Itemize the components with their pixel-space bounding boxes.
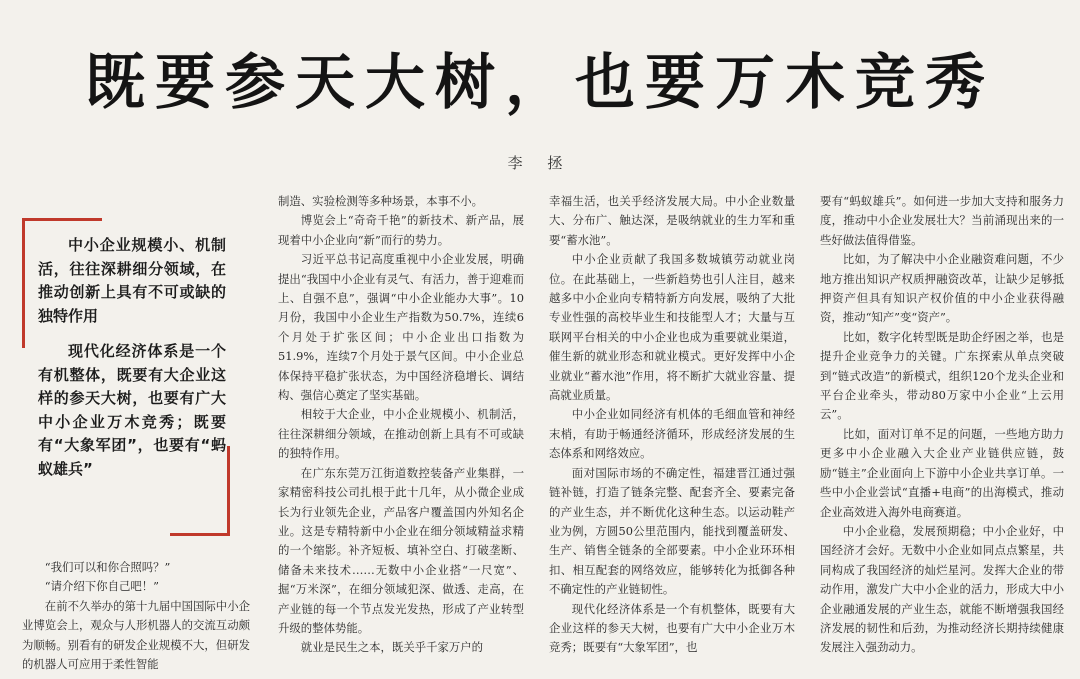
paragraph: 就业是民生之本，既关乎千家万户的	[300, 640, 484, 655]
pull-quote-border-left	[22, 218, 25, 348]
column-4	[820, 192, 1064, 658]
pull-quote-border-right	[227, 446, 230, 536]
paragraph: 相较于大企业，中小企业规模小、机制活，往往深耕细分领域，在推动创新上具有不可或缺的独特作用。	[278, 407, 524, 461]
column-1-body	[22, 558, 250, 674]
pull-quote-text	[38, 234, 226, 481]
pull-quote-border-top	[22, 218, 102, 221]
paragraph: 博览会上“奇奇千艳”的新技术、新产品，展现着中小企业向“新”而行的势力。	[278, 213, 524, 247]
column-3	[549, 192, 795, 658]
paragraph: “请介绍下你自己吧！”	[44, 579, 159, 594]
paragraph: 比如，为了解决中小企业融资难问题，不少地方推出知识产权质押融资改革，让缺少足够抵押资产但具有知识产权价值的中小企业获得融资，推动“知产”变“资产”。	[820, 252, 1064, 325]
paragraph: 制造、实验检测等多种场景，本事不小。	[278, 194, 484, 208]
paragraph: 中小企业如同经济有机体的毛细血管和神经末梢，有助于畅通经济循环，形成经济发展的生态体系和网络效应。	[549, 407, 795, 461]
paragraph: 现代化经济体系是一个有机整体，既要有大企业这样的参天大树，也要有广大中小企业万木竞秀；既要有“大象军团”，也	[549, 601, 795, 655]
pull-quote-1: 中小企业规模小、机制活，往往深耕细分领域，在推动创新上具有不可或缺的独特作用	[38, 236, 226, 325]
pull-quote-border-bottom	[170, 533, 230, 536]
paragraph: 习近平总书记高度重视中小企业发展，明确提出“我国中小企业有灵气、有活力，善于迎难而上、自强不息”，强调“中小企业能办大事”。10月份，我国中小企业生产指数为50.7%，连续6个月处于扩张区间；中小企业出口指数为51.9%，连续7个月处于景气区间。中小企业总体保持平稳扩张状态，为中国经济稳增长、调结构、强信心奠定了坚实基础。	[278, 252, 524, 403]
paragraph: 面对国际市场的不确定性，福建晋江通过强链补链，打造了链条完整、配套齐全、要素完备的产业生态，并不断优化这种生态。以运动鞋产业为例，方圆50公里范围内，能找到覆盖研发、生产、销售全链条的全部要素。中小企业环环相扣、相互配套的网络效应，能够转化为抵御各种不确定性的产业链韧性。	[549, 465, 795, 597]
paragraph: 在广东东莞万江街道数控装备产业集群，一家精密科技公司扎根于此十几年，从小微企业成长为行业领先企业，产品客户覆盖国内外知名企业。这是专精特新中小企业在细分领域精益求精的一个缩影。补齐短板、填补空白、打破垄断、储备未来技术……无数中小企业搭“一尺宽”、掘“万米深”，在细分领域犯深、做透、走高，在产业链的每一个节点发光发热，形成了产业转型升级的整体势能。	[278, 465, 524, 635]
paragraph: “我们可以和你合照吗？”	[44, 560, 171, 574]
column-2	[278, 192, 524, 658]
article-headline: 既要参天大树，也要万木竞秀	[85, 48, 995, 118]
paragraph: 比如，数字化转型既是助企纾困之举，也是提升企业竞争力的关键。广东探索从单点突破到“链式改造”的新模式，组织120个龙头企业和平台企业牵头，带动80万家中小企业“上云用云”。	[820, 329, 1064, 422]
pull-quote-2: 现代化经济体系是一个有机整体，既要有大企业这样的参天大树，也要有广大中小企业万木竞秀；既要有“大象军团”，也要有“蚂蚁雄兵”	[38, 342, 226, 478]
paragraph: 要有“蚂蚁雄兵”。如何进一步加大支持和服务力度，推动中小企业发展壮大？当前涌现出来的一些好做法值得借鉴。	[820, 194, 1064, 247]
pull-quote-box	[22, 218, 230, 536]
paragraph: 比如，面对订单不足的问题，一些地方助力更多中小企业融入大企业产业链供应链，鼓励“链主”企业面向上下游中小企业共享订单。一些中小企业尝试“直播+电商”的出海模式，推动企业高效进入海外电商赛道。	[820, 426, 1064, 519]
paragraph: 幸福生活，也关乎经济发展大局。中小企业数量大、分布广、触达深，是吸纳就业的生力军和重要“蓄水池”。	[549, 194, 795, 247]
paragraph: 中小企业稳，发展预期稳；中小企业好，中国经济才会好。无数中小企业如同点点繁星，共同构成了我国经济的灿烂星河。发挥大企业的带动作用，激发广大中小企业的活力，形成大中小企业融通发展的产业生态，就能不断增强我国经济发展的韧性和后劲，为推动经济长期持续健康发展注入强劲动力。	[820, 523, 1064, 655]
paragraph: 中小企业贡献了我国多数城镇劳动就业岗位。在此基础上，一些新趋势也引人注目，越来越多中小企业向专精特新方向发展，吸纳了大批专业性强的高校毕业生和技能型人才；大量与互联网平台相关的中小企业也成为重要就业渠道，催生新的就业形态和就业模式。更好发挥中小企业就业“蓄水池”作用，将不断扩大就业容量、提高就业质量。	[549, 252, 795, 403]
paragraph: 在前不久举办的第十九届中国国际中小企业博览会上，观众与人形机器人的交流互动颇为顺畅。别看有的研发企业规模不大，但研发的机器人可应用于柔性智能	[22, 598, 250, 672]
author-byline: 李 拯	[507, 154, 573, 172]
